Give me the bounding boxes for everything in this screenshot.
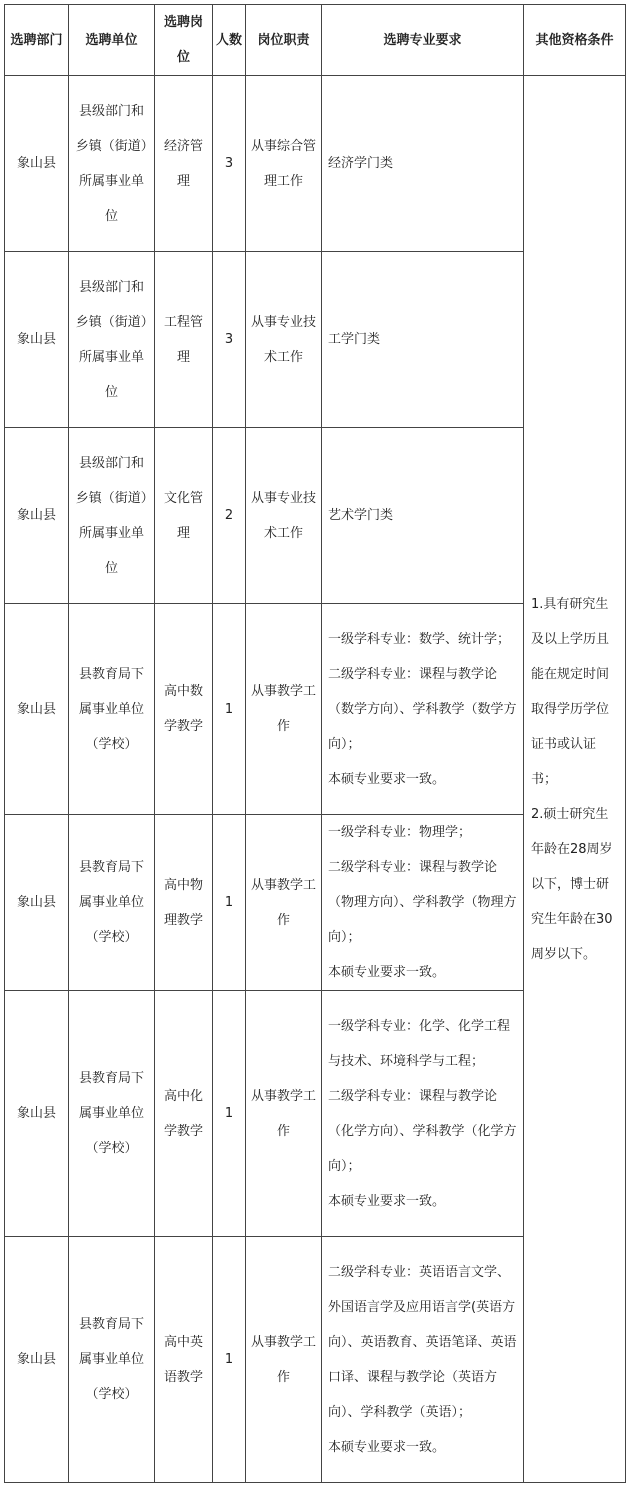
cell-count: 3 <box>213 252 246 428</box>
requirement-line: 本硕专业要求一致。 <box>328 1439 446 1455</box>
requirement-line: 一级学科专业：化学、化学工程与技术、环境科学与工程； <box>328 1018 511 1069</box>
cell-unit: 县级部门和乡镇（街道）所属事业单位 <box>69 428 155 604</box>
header-unit: 选聘单位 <box>69 5 155 76</box>
cell-unit: 县级部门和乡镇（街道）所属事业单位 <box>69 76 155 252</box>
cell-duty: 从事教学工作 <box>246 1237 322 1483</box>
cell-unit: 县教育局下属事业单位（学校） <box>69 1237 155 1483</box>
cell-count: 1 <box>213 991 246 1237</box>
cell-unit: 县级部门和乡镇（街道）所属事业单位 <box>69 252 155 428</box>
table-row <box>5 76 626 252</box>
cell-position: 高中英语教学 <box>155 1237 213 1483</box>
header-dept: 选聘部门 <box>5 5 69 76</box>
cell-unit: 县教育局下属事业单位（学校） <box>69 604 155 815</box>
header-count: 人数 <box>213 5 246 76</box>
requirement-line: 一级学科专业：物理学； <box>328 825 472 840</box>
requirement-line: 本硕专业要求一致。 <box>328 771 446 787</box>
cell-duty: 从事综合管理工作 <box>246 76 322 252</box>
cell-count: 1 <box>213 604 246 815</box>
requirement-line: 二级学科专业：课程与教学论（物理方向）、学科教学（物理方向）； <box>328 860 517 945</box>
requirement-line: 一级学科专业：数学、统计学； <box>328 631 511 647</box>
cell-dept: 象山县 <box>5 428 69 604</box>
cell-requirements <box>322 252 524 428</box>
requirement-line: 二级学科专业：课程与教学论（化学方向）、学科教学（化学方向）； <box>328 1088 517 1174</box>
cell-count: 3 <box>213 76 246 252</box>
requirement-line: 经济学门类 <box>328 156 394 171</box>
header-requirements: 选聘专业要求 <box>322 5 524 76</box>
cell-position: 高中化学教学 <box>155 991 213 1237</box>
cell-requirements <box>322 815 524 991</box>
cell-count: 2 <box>213 428 246 604</box>
cell-position: 工程管理 <box>155 252 213 428</box>
recruitment-table <box>4 4 626 1483</box>
requirement-line: 本硕专业要求一致。 <box>328 965 446 980</box>
cell-unit: 县教育局下属事业单位（学校） <box>69 991 155 1237</box>
cell-requirements <box>322 76 524 252</box>
requirement-line: 二级学科专业：英语语言文学、外国语言学及应用语言学(英语方向）、英语教育、英语笔译、英语口译、课程与教学论（英语方向）、学科教学（英语）； <box>328 1264 517 1420</box>
cell-position: 经济管理 <box>155 76 213 252</box>
cell-dept: 象山县 <box>5 252 69 428</box>
cell-dept: 象山县 <box>5 815 69 991</box>
cell-dept: 象山县 <box>5 991 69 1237</box>
header-duty: 岗位职责 <box>246 5 322 76</box>
cell-duty: 从事教学工作 <box>246 604 322 815</box>
cell-other-conditions <box>524 76 626 1483</box>
cell-duty: 从事教学工作 <box>246 991 322 1237</box>
cell-requirements <box>322 1237 524 1483</box>
cell-count: 1 <box>213 815 246 991</box>
cell-duty: 从事教学工作 <box>246 815 322 991</box>
cell-position: 文化管理 <box>155 428 213 604</box>
condition-line: 1.具有研究生及以上学历且能在规定时间取得学历学位证书或认证书； <box>531 596 610 787</box>
cell-unit: 县教育局下属事业单位（学校） <box>69 815 155 991</box>
cell-dept: 象山县 <box>5 604 69 815</box>
cell-requirements <box>322 991 524 1237</box>
cell-duty: 从事专业技术工作 <box>246 428 322 604</box>
header-other-conditions: 其他资格条件 <box>524 5 626 76</box>
requirement-line: 二级学科专业：课程与教学论（数学方向）、学科教学（数学方向）； <box>328 666 517 752</box>
requirement-line: 本硕专业要求一致。 <box>328 1193 446 1209</box>
cell-dept: 象山县 <box>5 76 69 252</box>
cell-requirements <box>322 604 524 815</box>
condition-line: 2.硕士研究生年龄在28周岁以下，博士研究生年龄在30周岁以下。 <box>531 806 613 962</box>
header-position: 选聘岗位 <box>155 5 213 76</box>
header-row <box>5 5 626 76</box>
cell-position: 高中物理教学 <box>155 815 213 991</box>
requirement-line: 艺术学门类 <box>328 508 394 523</box>
cell-position: 高中数学教学 <box>155 604 213 815</box>
cell-requirements <box>322 428 524 604</box>
requirement-line: 工学门类 <box>328 332 381 347</box>
cell-dept: 象山县 <box>5 1237 69 1483</box>
cell-count: 1 <box>213 1237 246 1483</box>
cell-duty: 从事专业技术工作 <box>246 252 322 428</box>
